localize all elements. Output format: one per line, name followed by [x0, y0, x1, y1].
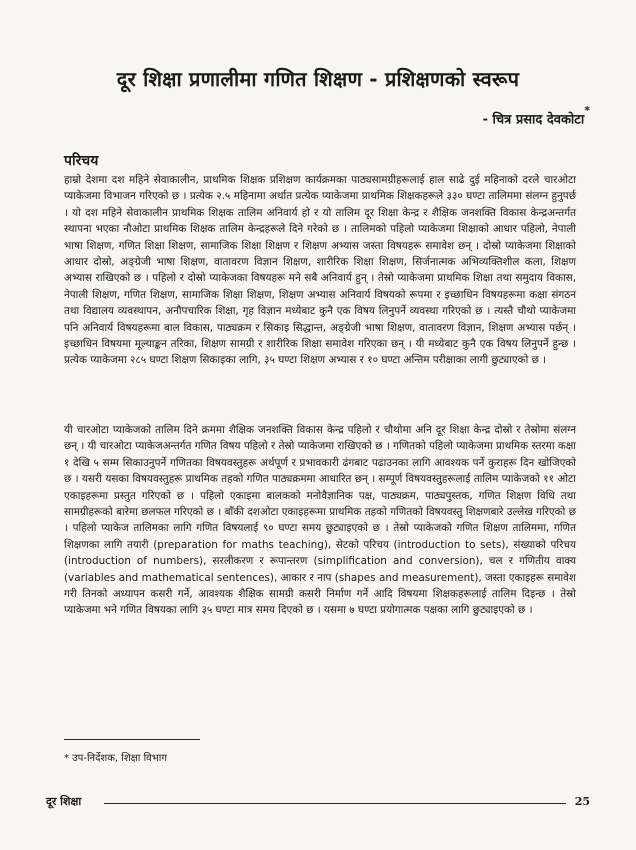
author-line [483, 106, 590, 129]
footer-divider [104, 803, 566, 804]
footnote: * उप-निर्देशक, शिक्षा विभाग [64, 753, 167, 764]
article-title: दूर शिक्षा प्रणालीमा गणित शिक्षण - प्रशिक्षणको स्वरूप [116, 67, 520, 91]
body-paragraph-2: यी चारओटा प्याकेजको तालिम दिने क्रममा शैक्षिक जनशक्ति विकास केन्द्र पहिलो र चौथोमा अनि दूर शिक्षा केन्द्र दोस्रो र तेस्रोमा संलग्न छन् । यी चारओटा प्याकेजअन्तर्गत गणित विषय पहिलो र तेस्रो प्याकेजमा राखिएको छ । गणितको पहिलो प्याकेजमा प्राथमिक स्तरमा कक्षा १ देखि ५ सम्म सिकाउनुपर्ने गणितका विषयवस्तुहरू अर्थपूर्ण र प्रभावकारी ढंगबाट पढाउनका लागि आवश्यक पर्ने कुराहरू दिन खोजिएको छ । यसरी यसका विषयवस्तुहरू प्राथमिक तहको गणित पाठ्यक्रममा आधारित छन् । सम्पूर्ण विषयवस्तुहरूलाई तालिम प्याकेजको ११ ओटा एकाइहरूमा प्रस्तुत गरिएको छ । पहिलो एकाइमा बालकको मनोवैज्ञानिक पक्ष, पाठ्यक्रम, पाठ्यपुस्तक, गणित शिक्षण विधि तथा सामग्रीहरूको बारेमा छलफल गरिएको छ । बाँकी दशओटा एकाइहरूमा प्राथमिक तहको गणितको विषयवस्तु शिक्षणबारे उल्लेख गरिएको छ । पहिलो प्याकेज तालिमका लागि गणित विषयलाई ९० घण्टा समय छुट्याइएको छ । तेस्रो प्याकेजको गणित शिक्षण तालिममा, गणित शिक्षणका लागि तयारी (preparation for maths teaching), सेटको परिचय (introduction to sets), संख्याको परिचय (introduction of numbers), सरलीकरण र रूपान्तरण (simplification and conversion), चल र गणितीय वाक्य (variables and mathematical sentences), आकार र नाप (shapes and measurement), जस्ता एकाइहरू समावेश गरी तिनको अध्यापन कसरी गर्ने, आवश्यक शैक्षिक सामग्री कसरी निर्माण गर्ने आदि विषयमा शिक्षकहरूलाई तालिम दिइन्छ । तेस्रो प्याकेजमा भने गणित विषयका लागि ३५ घण्टा मात्र समय दिएको छ । यसमा ७ घण्टा प्रयोगात्मक पक्षका लागि छुट्याइएको छ । [64, 424, 576, 617]
running-title: दूर शिक्षा [46, 795, 82, 808]
body-paragraph-1: हाम्रो देशमा दश महिने सेवाकालीन, प्राथमिक शिक्षक प्रशिक्षण कार्यक्रमका पाठ्यसामग्रीहरूलाई हाल साढे दुई महिनाको दरले चारओटा प्याकेजमा विभाजन गरिएको छ । प्रत्येक २.५ महिनामा अर्थात प्रत्येक प्याकेजमा प्राथमिक शिक्षकहरूले ३३० घण्टा तालिममा संलग्न हुनुपर्छ । यो दश महिने सेवाकालीन प्राथमिक शिक्षक तालिम अनिवार्य हो र यो तालिम दूर शिक्षा केन्द्र र शैक्षिक जनशक्ति विकास केन्द्रअन्तर्गत स्थापना भएका नौओटा प्राथमिक शिक्षक तालिम केन्द्रहरूले दिने गरेको छ । तालिमको पहिलो प्याकेजमा शिक्षाको आधार पहिलो, नेपाली भाषा शिक्षण, गणित शिक्षा शिक्षण, सामाजिक शिक्षा शिक्षण र शिक्षण अभ्यास जस्ता विषयहरू समावेश छन् । दोस्रो प्याकेजमा शिक्षाको आधार दोस्रो, अङ्ग्रेजी भाषा शिक्षण, वातावरण विज्ञान शिक्षण, शारीरिक शिक्षा शिक्षण, सिर्जनात्मक अभिव्यक्तिशील कला, शिक्षण अभ्यास राखिएको छ । पहिलो र दोस्रो प्याकेजका विषयहरू मने सबै अनिवार्य हुन् । तेस्रो प्याकेजमा प्राथमिक शिक्षा तथा समुदाय विकास, नेपाली शिक्षण, गणित शिक्षण, सामाजिक शिक्षा शिक्षण, शिक्षण अभ्यास अनिवार्य विषयको रूपमा र इच्छाधिन विषयहरूमा कक्षा संगठन तथा विद्यालय व्यवस्थापन, अनौपचारिक शिक्षा, गृह विज्ञान मध्येबाट कुनै एक विषय लिनुपर्ने व्यवस्था गरिएको छ । त्यस्तै चौथो प्याकेजमा पनि अनिवार्य विषयहरूमा बाल विकास, पाठ्यक्रम र सिकाइ सिद्धान्त, अङ्ग्रेजी भाषा शिक्षण, वातावरण विज्ञान, शिक्षण अभ्यास पर्छन् । इच्छाधिन विषयमा मूल्याङ्कन तरिका, शिक्षण सामग्री र शारीरिक शिक्षा समावेश गरिएका छन् । यी मध्येबाट कुनै एक विषय लिनुपर्ने हुन्छ । प्रत्येक प्याकेजमा २८५ घण्टा शिक्षण सिकाइका लागि, ३५ घण्टा शिक्षण अभ्यास र १० घण्टा अन्तिम परीक्षाका लागी छुट्याएको छ । [64, 174, 576, 367]
section-heading-introduction: परिचय [64, 153, 99, 169]
footnote-divider [64, 739, 200, 740]
author-footnote-mark: * [584, 104, 590, 117]
page-number: 25 [574, 795, 590, 808]
author-name: - चित्र प्रसाद देवकोटा [482, 112, 585, 128]
